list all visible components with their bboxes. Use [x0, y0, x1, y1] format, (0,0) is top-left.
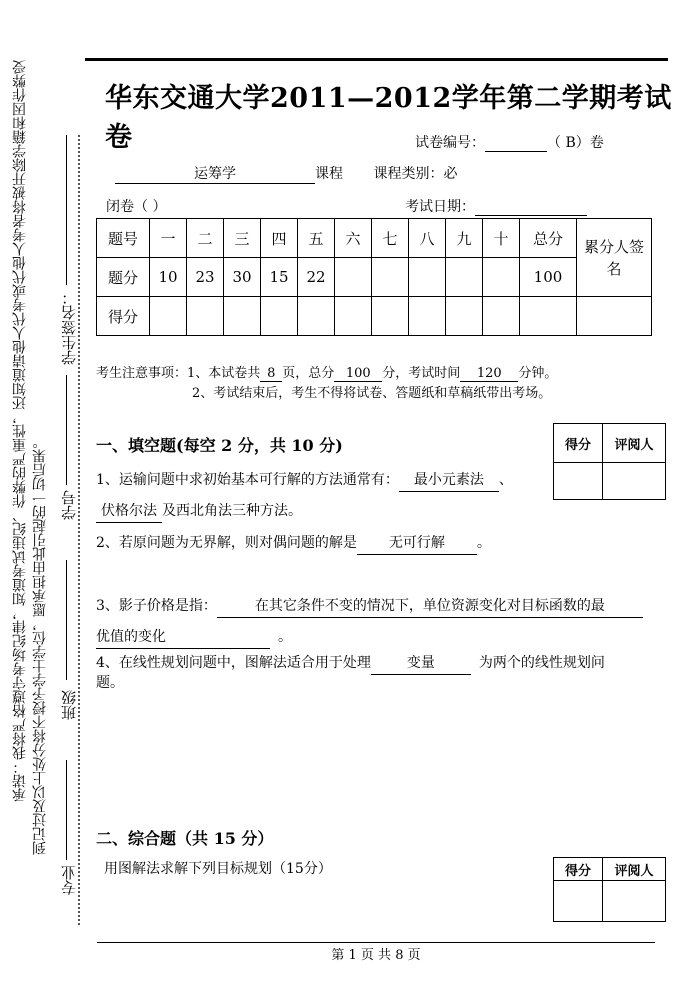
exam-date-label: 考试日期： [405, 199, 475, 215]
total-points: 100 [520, 258, 577, 297]
item-number: 八 [409, 219, 446, 258]
score-label: 得分 [554, 424, 603, 463]
answer-blank: 无可行解 [357, 532, 477, 555]
reviewer-label: 评阅人 [603, 858, 666, 881]
page-number: 第 1 页 共 8 页 [331, 948, 421, 963]
score-cell [520, 297, 577, 336]
reviewer-label: 评阅人 [603, 424, 666, 463]
item-points: 15 [261, 258, 298, 297]
score-cell [150, 297, 187, 336]
item-number: 四 [261, 219, 298, 258]
question-text: 为两个的线性规划问 [478, 655, 605, 671]
table-row [97, 258, 652, 297]
item-points [409, 258, 446, 297]
row-label: 题号 [97, 219, 150, 258]
question-4 [96, 652, 666, 675]
page-count: 8 [260, 366, 282, 382]
score-cell [483, 297, 520, 336]
notice-text: 考生注意事项：1、本试卷共 [96, 366, 261, 381]
question-3 [96, 595, 666, 618]
reviewer-blank [603, 463, 666, 500]
question-text: 3、影子价格是指： [96, 598, 217, 614]
exam-date-blank [475, 199, 587, 216]
question-text: 4、在线性规划问题中，图解法适合用于处理 [96, 655, 371, 671]
answer-blank: 优值的变化 [96, 626, 270, 649]
item-points [446, 258, 483, 297]
question-2 [96, 532, 491, 555]
grader-signature-label: 累分人签名 [577, 219, 652, 297]
student-id-line [66, 375, 67, 485]
score-cell [261, 297, 298, 336]
reviewer-blank [603, 881, 666, 922]
class-label: 班级 [60, 690, 78, 720]
answer-blank: 最小元素法 [399, 469, 499, 492]
exam-title: 华东交通大学2011—2012学年第二学期考试卷 [105, 83, 672, 153]
score-blank [554, 881, 603, 922]
item-number: 六 [335, 219, 372, 258]
question-text: 1、运输问题中求初始基本可行解的方法通常有： [96, 472, 399, 488]
signature-line [66, 135, 67, 285]
item-points: 22 [298, 258, 335, 297]
row-label: 得分 [97, 297, 150, 336]
answer-blank: 变量 [371, 652, 471, 675]
notice-line-2: 2、考试结束后，考生不得将试卷、答题纸和草稿纸带出考场。 [192, 386, 552, 401]
item-points: 23 [187, 258, 224, 297]
course-label: 课程 [315, 166, 343, 182]
binding-line [78, 135, 80, 925]
item-number: 九 [446, 219, 483, 258]
question-text: 及西北角法三种方法。 [162, 503, 302, 519]
section-2-question: 用图解法求解下列目标规划（15分） [104, 861, 332, 877]
question-text: 、 [498, 472, 513, 488]
paper-no-label: 试卷编号： [415, 135, 485, 151]
item-number: 十 [483, 219, 520, 258]
notice-text: 页，总分 [282, 366, 335, 381]
score-cell [335, 297, 372, 336]
grade-box-section-1 [553, 423, 666, 500]
major-label: 专业 [60, 865, 78, 895]
item-points: 30 [224, 258, 261, 297]
total-score: 100 [334, 366, 382, 382]
top-rule [85, 58, 668, 61]
item-points [483, 258, 520, 297]
score-blank [554, 463, 603, 500]
item-points: 10 [150, 258, 187, 297]
score-cell [224, 297, 261, 336]
total-label: 总分 [520, 219, 577, 258]
score-cell [187, 297, 224, 336]
exam-date-row [405, 196, 587, 216]
row-label: 题分 [97, 258, 150, 297]
question-text: 。 [278, 629, 292, 645]
paper-number-row [415, 132, 604, 152]
table-row [97, 219, 652, 258]
notice-text: 分钟。 [518, 366, 558, 381]
section-1-heading: 一、填空题(每空 2 分，共 10 分) [96, 436, 343, 455]
item-number: 三 [224, 219, 261, 258]
score-cell [298, 297, 335, 336]
closed-book: 闭卷（ ） [106, 199, 167, 215]
score-cell [446, 297, 483, 336]
answer-blank: 伏格尔法 [96, 500, 162, 523]
item-number: 一 [150, 219, 187, 258]
item-number: 二 [187, 219, 224, 258]
item-number: 五 [298, 219, 335, 258]
paper-type: （ B）卷 [547, 135, 604, 151]
score-cell [372, 297, 409, 336]
class-line [66, 560, 67, 680]
course-name: 运筹学 [115, 163, 315, 184]
major-line [66, 760, 67, 860]
score-cell [409, 297, 446, 336]
exam-time: 120 [460, 366, 518, 382]
pledge-text-2: 到记过及以上处分将不授予学士学位，愿承担由此引起的一切后果。 [32, 435, 48, 855]
signature-label: 学生签名： [60, 290, 78, 365]
section-2-heading: 二、综合题（共 15 分） [96, 829, 274, 848]
footer-rule [97, 942, 655, 943]
question-text: 2、若原问题为无界解，则对偶问题的解是 [96, 535, 357, 551]
course-category: 课程类别：必 [373, 166, 458, 182]
grade-box-section-2 [553, 857, 666, 922]
table-row [97, 297, 652, 336]
score-label: 得分 [554, 858, 603, 881]
item-points [372, 258, 409, 297]
paper-no-blank [485, 135, 547, 152]
score-table [96, 218, 652, 336]
pledge-text: 承诺：我将严格遵守考场纪律，知道考试违纪、作弊的严重性，还知道请他人代考或代他人考者将被开除学籍和因作弊受 [12, 60, 28, 802]
item-number: 七 [372, 219, 409, 258]
question-4-cont: 题。 [96, 675, 124, 691]
notice-line-1 [96, 362, 557, 382]
question-1-cont [96, 500, 302, 523]
score-cell [577, 297, 652, 336]
course-row [115, 163, 457, 184]
question-3-cont [96, 626, 292, 649]
question-text: 。 [476, 535, 491, 551]
question-1 [96, 469, 556, 492]
item-points [335, 258, 372, 297]
notice-text: 分，考试时间 [382, 366, 461, 381]
student-id-label: 学号 [60, 490, 78, 520]
answer-blank: 在其它条件不变的情况下，单位资源变化对目标函数的最 [217, 595, 643, 618]
